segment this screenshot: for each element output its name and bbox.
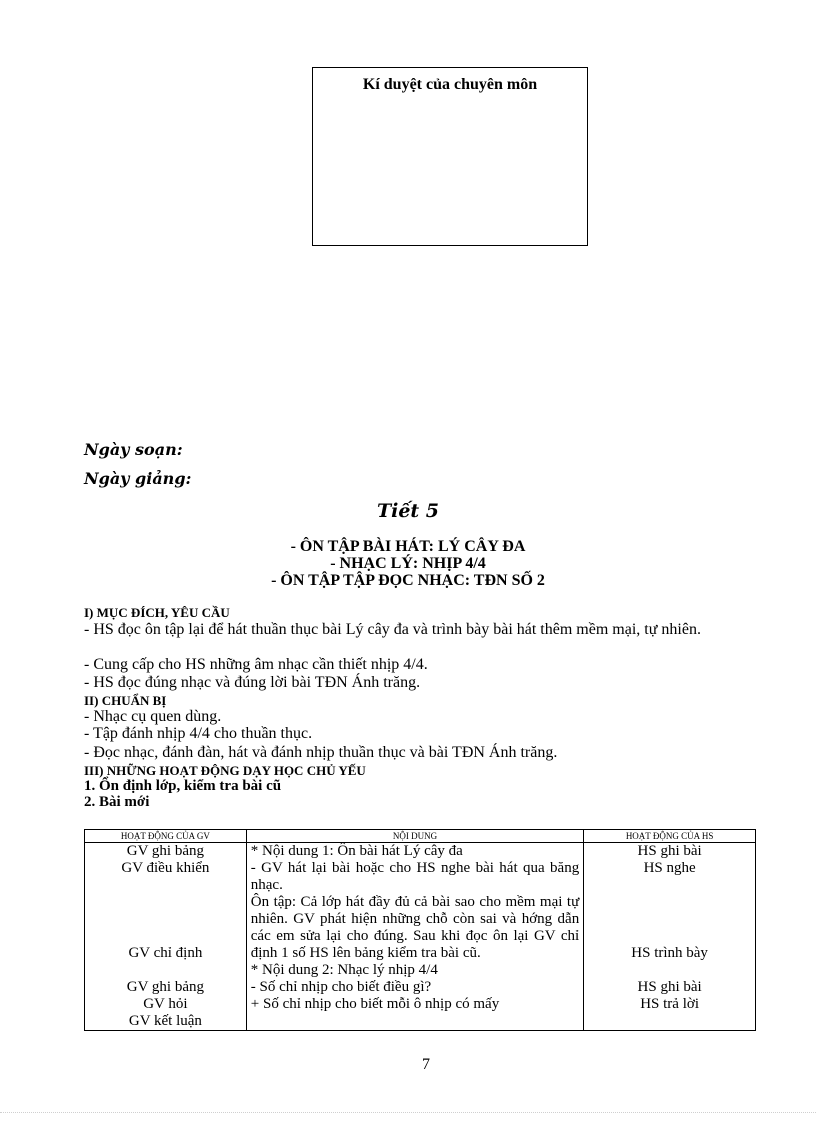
cell-text: Ôn tập: Cả lớp hát đầy đủ cả bài sao cho mềm mại tự nhiên. GV phát hiện những chỗ còn sai và hớng dẫn các em sửa lại cho đúng. Sau khi đọc ôn lại GV chỉ định 1 số HS lên bảng kiểm tra bài cũ. xyxy=(250,894,580,961)
cell-text: GV ghi bảng xyxy=(126,979,204,995)
student-activity-cell xyxy=(584,843,756,1031)
table-header-row xyxy=(85,830,756,843)
section-2-line-2: - Tập đánh nhịp 4/4 cho thuần thục. xyxy=(84,725,313,742)
header-teacher-activity: HOẠT ĐỘNG CỦA GV xyxy=(85,830,247,843)
cell-text: GV chỉ định xyxy=(128,945,203,961)
section-2-line-3: - Đọc nhạc, đánh đàn, hát và đánh nhịp thuần thục và bài TĐN Ánh trăng. xyxy=(84,744,558,761)
subsection-1-title: 1. Ổn định lớp, kiểm tra bài cũ xyxy=(84,778,282,794)
cell-text: + Số chỉ nhịp cho biết mỗi ô nhịp có mấy xyxy=(250,996,500,1012)
cell-text: HS ghi bài xyxy=(637,979,702,995)
section-1-title: I) MỤC ĐÍCH, YÊU CẦU xyxy=(84,605,230,620)
cell-text: - GV hát lại bài hoặc cho HS nghe bài hát qua băng nhạc. xyxy=(250,860,580,893)
page-footer-divider xyxy=(0,1112,816,1113)
table-row xyxy=(85,843,756,1031)
teach-date-label: Ngày giảng: xyxy=(84,469,192,488)
section-2-line-1: - Nhạc cụ quen dùng. xyxy=(84,708,222,725)
topic-1: - ÔN TẬP BÀI HÁT: LÝ CÂY ĐA xyxy=(290,538,526,555)
approval-box xyxy=(312,67,588,246)
section-1-line-3: - HS đọc đúng nhạc và đúng lời bài TĐN Ánh trăng. xyxy=(84,674,421,691)
cell-text: HS nghe xyxy=(643,860,696,876)
cell-text: * Nội dung 2: Nhạc lý nhịp 4/4 xyxy=(250,962,438,978)
section-1-line-1: - HS đọc ôn tập lại để hát thuần thục bài Lý cây đa và trình bày bài hát thêm mềm mại, tự nhiên. xyxy=(84,621,701,638)
section-3-title: III) NHỮNG HOẠT ĐỘNG DẠY HỌC CHỦ YẾU xyxy=(84,763,366,778)
cell-spacer xyxy=(89,962,242,979)
page-number: 7 xyxy=(422,1056,430,1073)
cell-text: GV kết luận xyxy=(128,1013,202,1029)
prep-date-label: Ngày soạn: xyxy=(84,440,183,459)
cell-spacer xyxy=(588,962,751,979)
topic-3: - ÔN TẬP TẬP ĐỌC NHẠC: TĐN SỐ 2 xyxy=(271,572,545,589)
cell-text: GV ghi bảng xyxy=(126,843,204,859)
cell-spacer xyxy=(89,877,242,945)
approval-title: Kí duyệt của chuyên môn xyxy=(362,76,538,93)
cell-text: * Nội dung 1: Ôn bài hát Lý cây đa xyxy=(250,843,463,859)
header-content: NỘI DUNG xyxy=(246,830,583,843)
header-student-activity: HOẠT ĐỘNG CỦA HS xyxy=(584,830,756,843)
cell-text: HS trình bày xyxy=(631,945,708,961)
cell-text: HS ghi bài xyxy=(637,843,702,859)
teacher-activity-cell xyxy=(85,843,247,1031)
cell-text: GV điều khiển xyxy=(121,860,210,876)
section-1-line-2: - Cung cấp cho HS những âm nhạc cần thiết nhịp 4/4. xyxy=(84,656,428,673)
content-cell xyxy=(246,843,583,1031)
period-title: Tiết 5 xyxy=(376,500,440,522)
subsection-2-title: 2. Bài mới xyxy=(84,794,150,810)
topic-2: - NHẠC LÝ: NHỊP 4/4 xyxy=(330,555,486,572)
cell-spacer xyxy=(588,877,751,945)
cell-text: GV hỏi xyxy=(143,996,188,1012)
cell-text: - Số chỉ nhịp cho biết điều gì? xyxy=(250,979,432,995)
section-2-title: II) CHUẨN BỊ xyxy=(84,693,167,708)
activity-table-wrapper xyxy=(80,826,762,1044)
cell-text: HS trả lời xyxy=(640,996,699,1012)
activity-table xyxy=(84,829,756,1031)
